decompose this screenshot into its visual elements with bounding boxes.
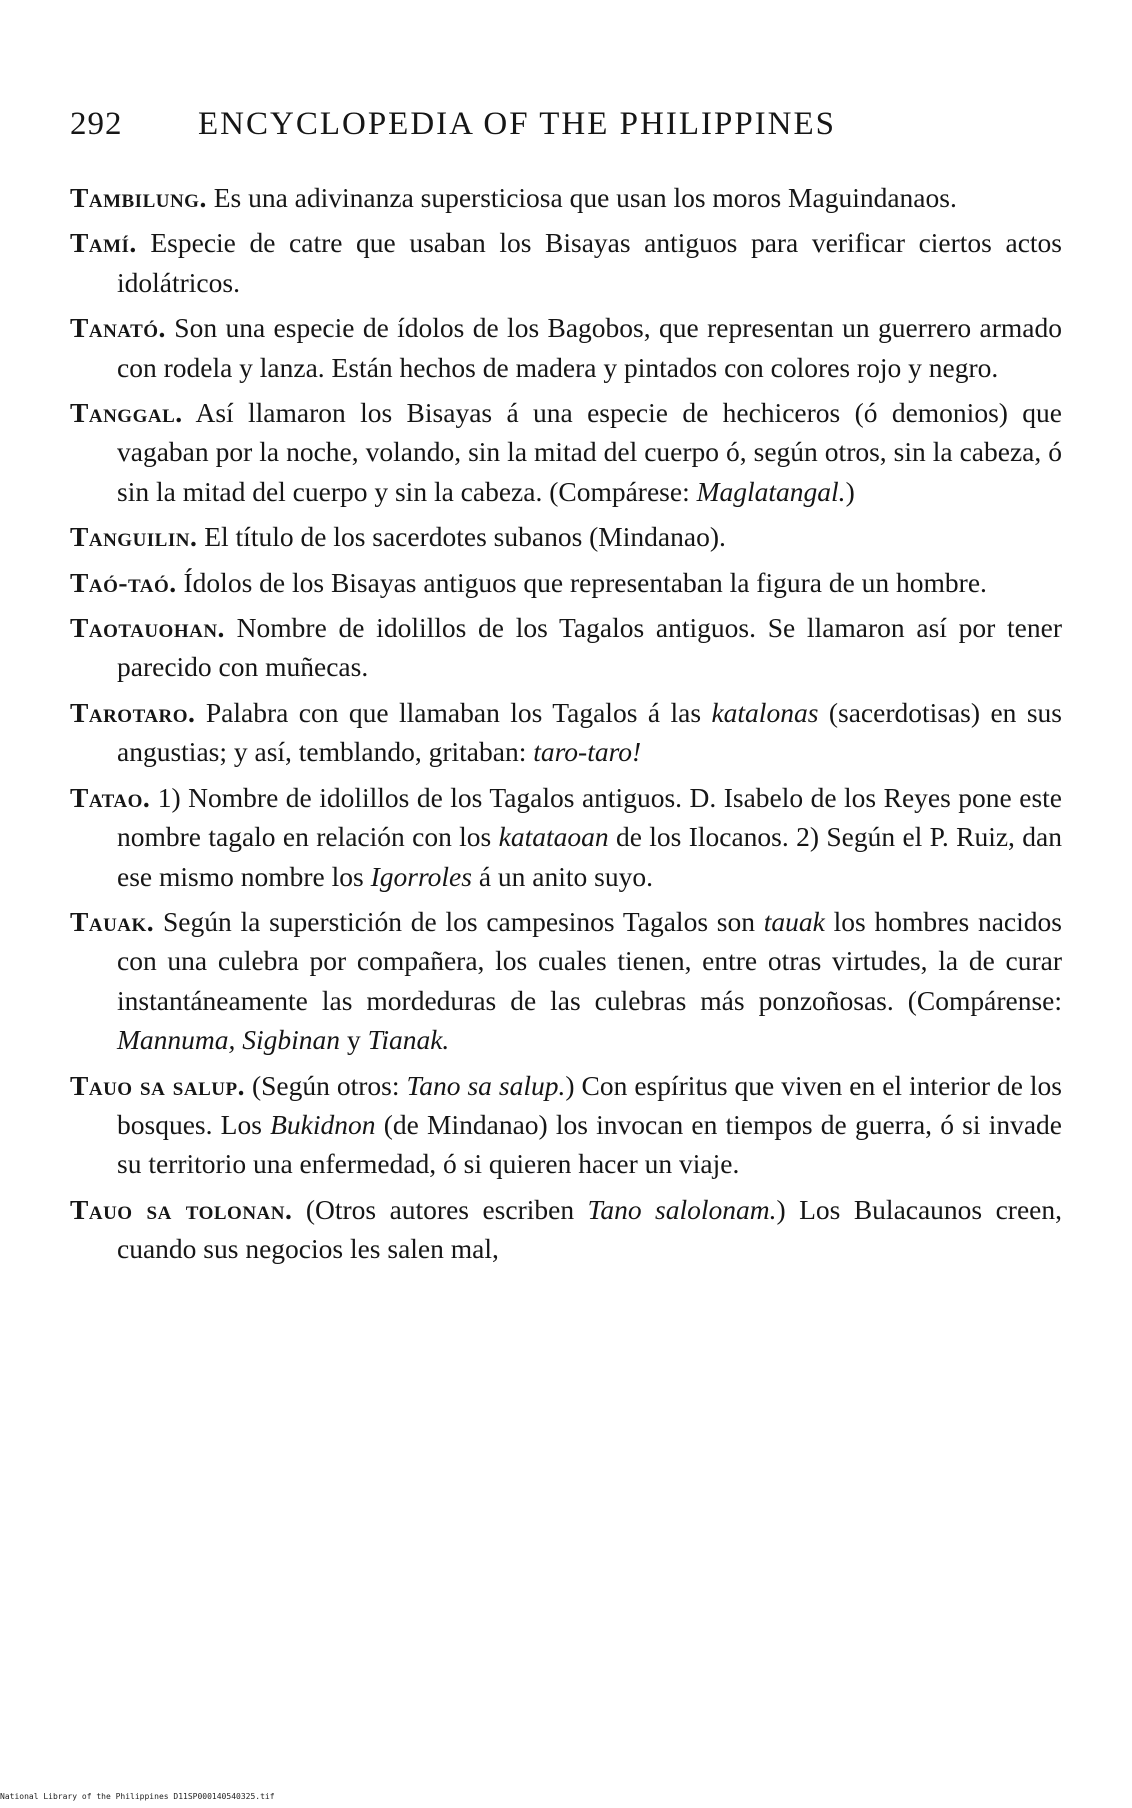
dictionary-entry — [70, 902, 1062, 1060]
dictionary-entry — [70, 1066, 1062, 1184]
entry-text: á un anito suyo. — [471, 860, 653, 892]
entry-headword: Tanguilin. — [70, 521, 198, 553]
entry-headword: Taó-taó. — [70, 566, 177, 598]
entry-italic-text: Maglatangal. — [696, 475, 846, 507]
entry-text: Son una especie de ídolos de los Bagobos, que representan un guerrero armado con rodela y lanza. Están hechos de madera y pintados con colores rojo y negro. — [117, 312, 1062, 383]
entry-italic-text: Igorroles — [370, 860, 472, 892]
entry-headword: Tambilung. — [70, 182, 207, 213]
scan-credit: National Library of the Philippines D11SP000140540325.tif — [0, 1792, 275, 1801]
dictionary-entry — [70, 223, 1062, 302]
entry-italic-text: Tano salolonam. — [587, 1193, 777, 1225]
page-number: 292 — [70, 106, 123, 142]
entry-text: (sacerdotisas) en sus angustias; y así, temblando, gritaban: — [117, 696, 1062, 768]
entry-headword: Tarotaro. — [70, 696, 196, 728]
entry-text: Según la superstición de los campesinos Tagalos son — [154, 905, 764, 937]
entry-italic-text: taro-taro! — [533, 736, 642, 768]
dictionary-entry — [70, 517, 1062, 556]
entry-text: ) — [845, 475, 855, 507]
entry-text: (de Mindanao) los invocan en tiempos de guerra, ó si invade su territorio una enfermedad, ó si quieren hacer un viaje. — [117, 1108, 1062, 1180]
entry-italic-text: Tianak. — [367, 1024, 450, 1056]
entry-text: y — [340, 1024, 368, 1056]
entry-text: los hombres nacidos con una culebra por compañera, los cuales tienen, entre otras virtudes, la de curar instantáneamente las mordeduras de las culebras más ponzoñosas. (Compárense: — [117, 905, 1062, 1016]
entry-headword: Tauo sa tolonan. — [70, 1193, 293, 1225]
entry-italic-text: Bukidnon — [270, 1108, 376, 1140]
running-title: ENCYCLOPEDIA OF THE PHILIPPINES — [198, 106, 837, 142]
entry-text: Ídolos de los Bisayas antiguos que representaban la figura de un hombre. — [176, 566, 987, 598]
entry-headword: Taotauohan. — [70, 612, 225, 644]
entry-italic-text: Mannuma, Sigbinan — [117, 1024, 341, 1056]
entry-text: de los Ilocanos. 2) Según el P. Ruiz, dan ese mismo nombre los — [117, 821, 1062, 892]
running-header — [70, 106, 1060, 146]
entry-list — [70, 178, 1062, 1275]
entry-headword: Tauo sa salup. — [70, 1069, 245, 1101]
entry-italic-text: katataoan — [498, 821, 609, 853]
entry-italic-text: katalonas — [711, 696, 819, 728]
entry-text: 1) Nombre de idolillos de los Tagalos antiguos. D. Isabelo de los Reyes pone este nombre tagalo en relación con los — [117, 781, 1062, 853]
dictionary-entry — [70, 1190, 1062, 1269]
entry-italic-text: tauak — [763, 905, 825, 937]
entry-headword: Tatao. — [70, 781, 151, 813]
dictionary-entry — [70, 608, 1062, 687]
dictionary-entry — [70, 778, 1062, 896]
entry-headword: Tamí. — [70, 227, 137, 259]
entry-text: ) Con espíritus que viven en el interior de los bosques. Los — [117, 1069, 1062, 1140]
entry-text: Nombre de idolillos de los Tagalos antiguos. Se llamaron así por tener parecido con muñecas. — [117, 612, 1062, 683]
dictionary-entry — [70, 178, 1062, 217]
entry-italic-text: Tano sa salup. — [406, 1069, 566, 1101]
entry-text: ) Los Bulacaunos creen, cuando sus negocios les salen mal, — [117, 1193, 1062, 1265]
entry-text: Palabra con que llamaban los Tagalos á las — [195, 696, 712, 728]
dictionary-entry — [70, 693, 1062, 772]
entry-text: (Según otros: — [244, 1069, 407, 1101]
dictionary-entry — [70, 308, 1062, 387]
entry-headword: Tauak. — [70, 905, 155, 937]
entry-text: Así llamaron los Bisayas á una especie de hechiceros (ó demonios) que vagaban por la noche, volando, sin la mitad del cuerpo ó, según otros, sin la cabeza, ó sin la mitad del cuerpo y sin la cabeza. (Compárese: — [117, 397, 1062, 507]
dictionary-entry — [70, 563, 1062, 602]
entry-text: Especie de catre que usaban los Bisayas antiguos para verificar ciertos actos idolátricos. — [117, 227, 1062, 298]
entry-text: El título de los sacerdotes subanos (Mindanao). — [197, 521, 726, 553]
dictionary-entry — [70, 393, 1062, 511]
entry-text: Es una adivinanza supersticiosa que usan los moros Maguindanaos. — [206, 182, 957, 213]
entry-headword: Tanggal. — [70, 397, 183, 429]
entry-text: (Otros autores escriben — [292, 1193, 588, 1225]
entry-headword: Tanató. — [70, 312, 166, 344]
